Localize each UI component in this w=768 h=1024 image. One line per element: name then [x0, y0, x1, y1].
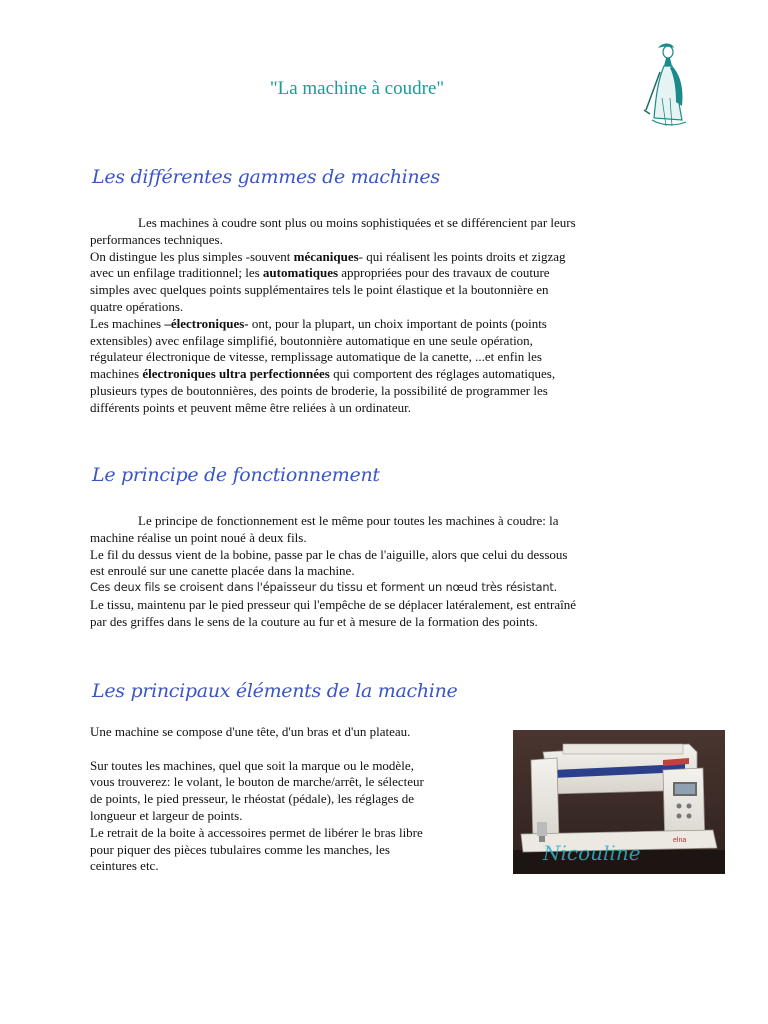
section-elements-body	[90, 724, 500, 875]
section-principe-body	[90, 513, 650, 631]
brand-label: elna	[673, 837, 687, 844]
text-line: quatre opérations.	[90, 298, 184, 314]
document-title: "La machine à coudre"	[269, 78, 445, 99]
text-line: vous trouverez: le volant, le bouton de marche/arrêt, le sélecteur	[90, 774, 424, 790]
bold-term: mécaniques	[293, 248, 359, 264]
text-line: performances techniques.	[90, 231, 223, 247]
section-heading-gammes: Les différentes gammes de machines	[92, 166, 440, 188]
text-line: Les machines –électroniques- ont, pour la plupart, un choix important de points (points	[90, 315, 547, 331]
text-line: On distingue les plus simples -souvent mécaniques- qui réalisent les points droits et zigzag	[90, 248, 566, 264]
text-line: Le retrait de la boite à accessoires permet de libérer le bras libre	[90, 824, 423, 840]
text-line: est enroulé sur une canette placée dans la machine.	[90, 563, 355, 579]
bold-term: –électroniques-	[164, 315, 249, 331]
text-line: extensibles) avec enfilage simplifié, boutonnière automatique en une seule opération,	[90, 332, 533, 348]
fashion-lady-icon	[636, 40, 700, 132]
text-line: Le principe de fonctionnement est le même pour toutes les machines à coudre: la	[138, 513, 559, 528]
text-line: par des griffes dans le sens de la couture au fur et à mesure de la formation des points.	[90, 613, 538, 629]
photo-watermark: Nicouline	[543, 841, 641, 865]
section-gammes-body	[90, 215, 650, 417]
text-line: machine réalise un point noué à deux fils.	[90, 529, 307, 545]
text-line: Une machine se compose d'une tête, d'un bras et d'un plateau.	[90, 724, 411, 739]
text-line: Sur toutes les machines, quel que soit la marque ou le modèle,	[90, 757, 414, 773]
text-line: régulateur électronique de vitesse, remplissage automatique de la canette, ...et enfin les	[90, 349, 542, 365]
text-line: avec un enfilage traditionnel; les automatiques appropriées pour des travaux de couture	[90, 265, 550, 281]
text-line: plusieurs types de boutonnières, des points de broderie, la possibilité de programmer les	[90, 382, 548, 398]
bold-term: électroniques ultra perfectionnées	[142, 366, 330, 382]
sewing-machine-illustration	[513, 730, 725, 874]
text-line: longueur et largeur de points.	[90, 807, 243, 823]
text-line: Le fil du dessus vient de la bobine, passe par le chas de l'aiguille, alors que celui du dessous	[90, 546, 568, 562]
text-line: Le tissu, maintenu par le pied presseur qui l'empêche de se déplacer latéralement, est entraîné	[90, 596, 577, 612]
text-line: simples avec quelques points supplémentaires tels le point élastique et la boutonnière en	[90, 282, 549, 298]
text-line: ceintures etc.	[90, 858, 159, 874]
bold-term: automatiques	[262, 265, 339, 281]
text-line: machines électroniques ultra perfectionnées qui comportent des réglages automatiques,	[90, 366, 556, 382]
sewing-machine-photo	[513, 730, 725, 874]
text-line: Ces deux fils se croisent dans l'épaisseur du tissu et forment un nœud très résistant.	[90, 581, 558, 595]
text-line: de points, le pied presseur, le rhéostat (pédale), les réglages de	[90, 791, 414, 807]
text-line: pour piquer des pièces tubulaires comme les manches, les	[90, 841, 390, 857]
text-line: Les machines à coudre sont plus ou moins sophistiquées et se différencient par leurs	[138, 215, 576, 230]
text-line: différents points et peuvent même être reliées à un ordinateur.	[90, 399, 412, 415]
section-heading-principe: Le principe de fonctionnement	[92, 464, 380, 486]
section-heading-elements: Les principaux éléments de la machine	[92, 680, 458, 702]
